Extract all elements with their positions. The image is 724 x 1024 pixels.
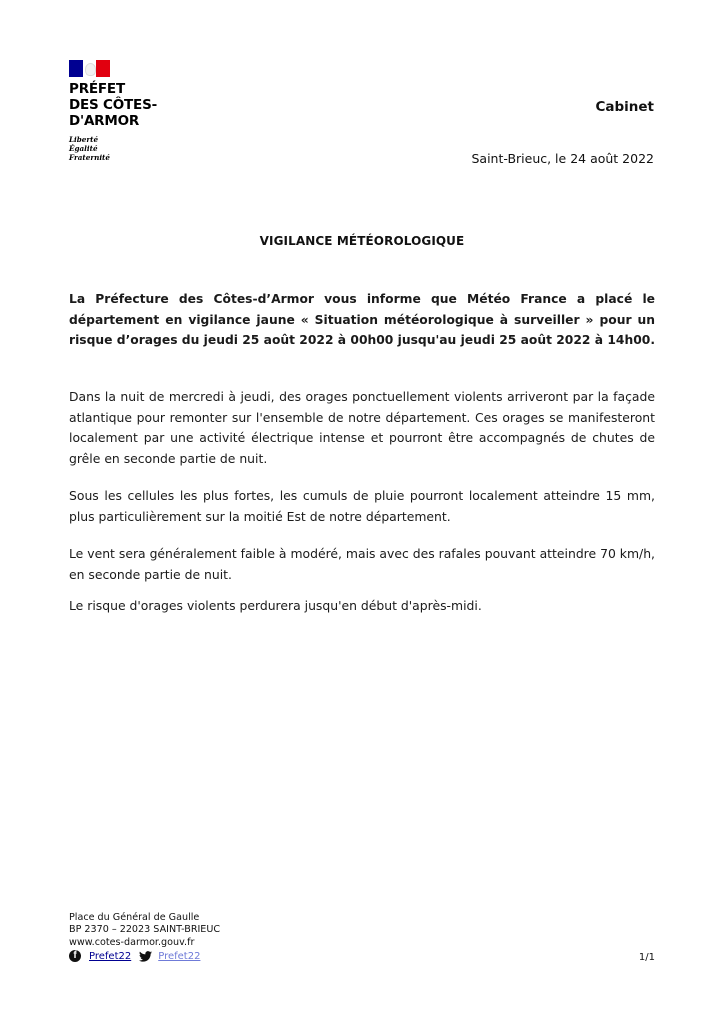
logo-line-2: DES CÔTES- bbox=[69, 97, 157, 113]
facebook-icon: f bbox=[69, 950, 81, 962]
document-date: Saint-Brieuc, le 24 août 2022 bbox=[471, 151, 654, 166]
republic-motto bbox=[69, 135, 189, 162]
address-line-2: BP 2370 – 22023 SAINT-BRIEUC bbox=[69, 924, 221, 936]
lead-paragraph: La Préfecture des Côtes-d’Armor vous informe que Météo France a placé le département en vigilance jaune « Situation météorologique à surveiller » pour un risque d’orages du jeudi 25 août 2022 à 00h00 jusqu'au jeudi 25 août 2022 à 14h00. bbox=[69, 292, 655, 347]
prefecture-logo bbox=[69, 60, 189, 162]
address-line-1: Place du Général de Gaulle bbox=[69, 912, 200, 923]
page-number: 1/1 bbox=[638, 952, 655, 963]
motto-line-2: Égalité bbox=[69, 144, 98, 153]
motto-line-3: Fraternité bbox=[69, 153, 110, 162]
website-link[interactable]: www.cotes-darmor.gouv.fr bbox=[69, 936, 195, 948]
social-links bbox=[69, 950, 200, 962]
body-paragraph-1: Dans la nuit de mercredi à jeudi, des orages ponctuellement violents arriveront par la façade atlantique pour remonter sur l'ensemble de notre département. Ces orages se manifesteront localement par une activité électrique intense et pourront être accompagnés de chutes de grêle en seconde partie de nuit. bbox=[69, 389, 655, 466]
motto-line-1: Liberté bbox=[69, 135, 99, 144]
logo-line-1: PRÉFET bbox=[69, 81, 125, 97]
footer-address bbox=[69, 912, 220, 949]
twitter-icon bbox=[139, 951, 152, 962]
facebook-link[interactable]: Prefet22 bbox=[89, 950, 132, 962]
marianne-flag-icon bbox=[69, 60, 110, 77]
body-paragraph-2: Sous les cellules les plus fortes, les cumuls de pluie pourront localement atteindre 15 mm, plus particulièrement sur la moitié Est de notre département. bbox=[69, 488, 655, 524]
body-paragraph-4: Le risque d'orages violents perdurera jusqu'en début d'après-midi. bbox=[69, 598, 482, 613]
document-title: VIGILANCE MÉTÉOROLOGIQUE bbox=[259, 234, 465, 248]
logo-line-3: D'ARMOR bbox=[69, 113, 140, 129]
twitter-link[interactable]: Prefet22 bbox=[158, 950, 201, 962]
body-paragraph-3: Le vent sera généralement faible à modéré, mais avec des rafales pouvant atteindre 70 km/h, en seconde partie de nuit. bbox=[69, 546, 655, 582]
service-name: Cabinet bbox=[595, 99, 654, 115]
